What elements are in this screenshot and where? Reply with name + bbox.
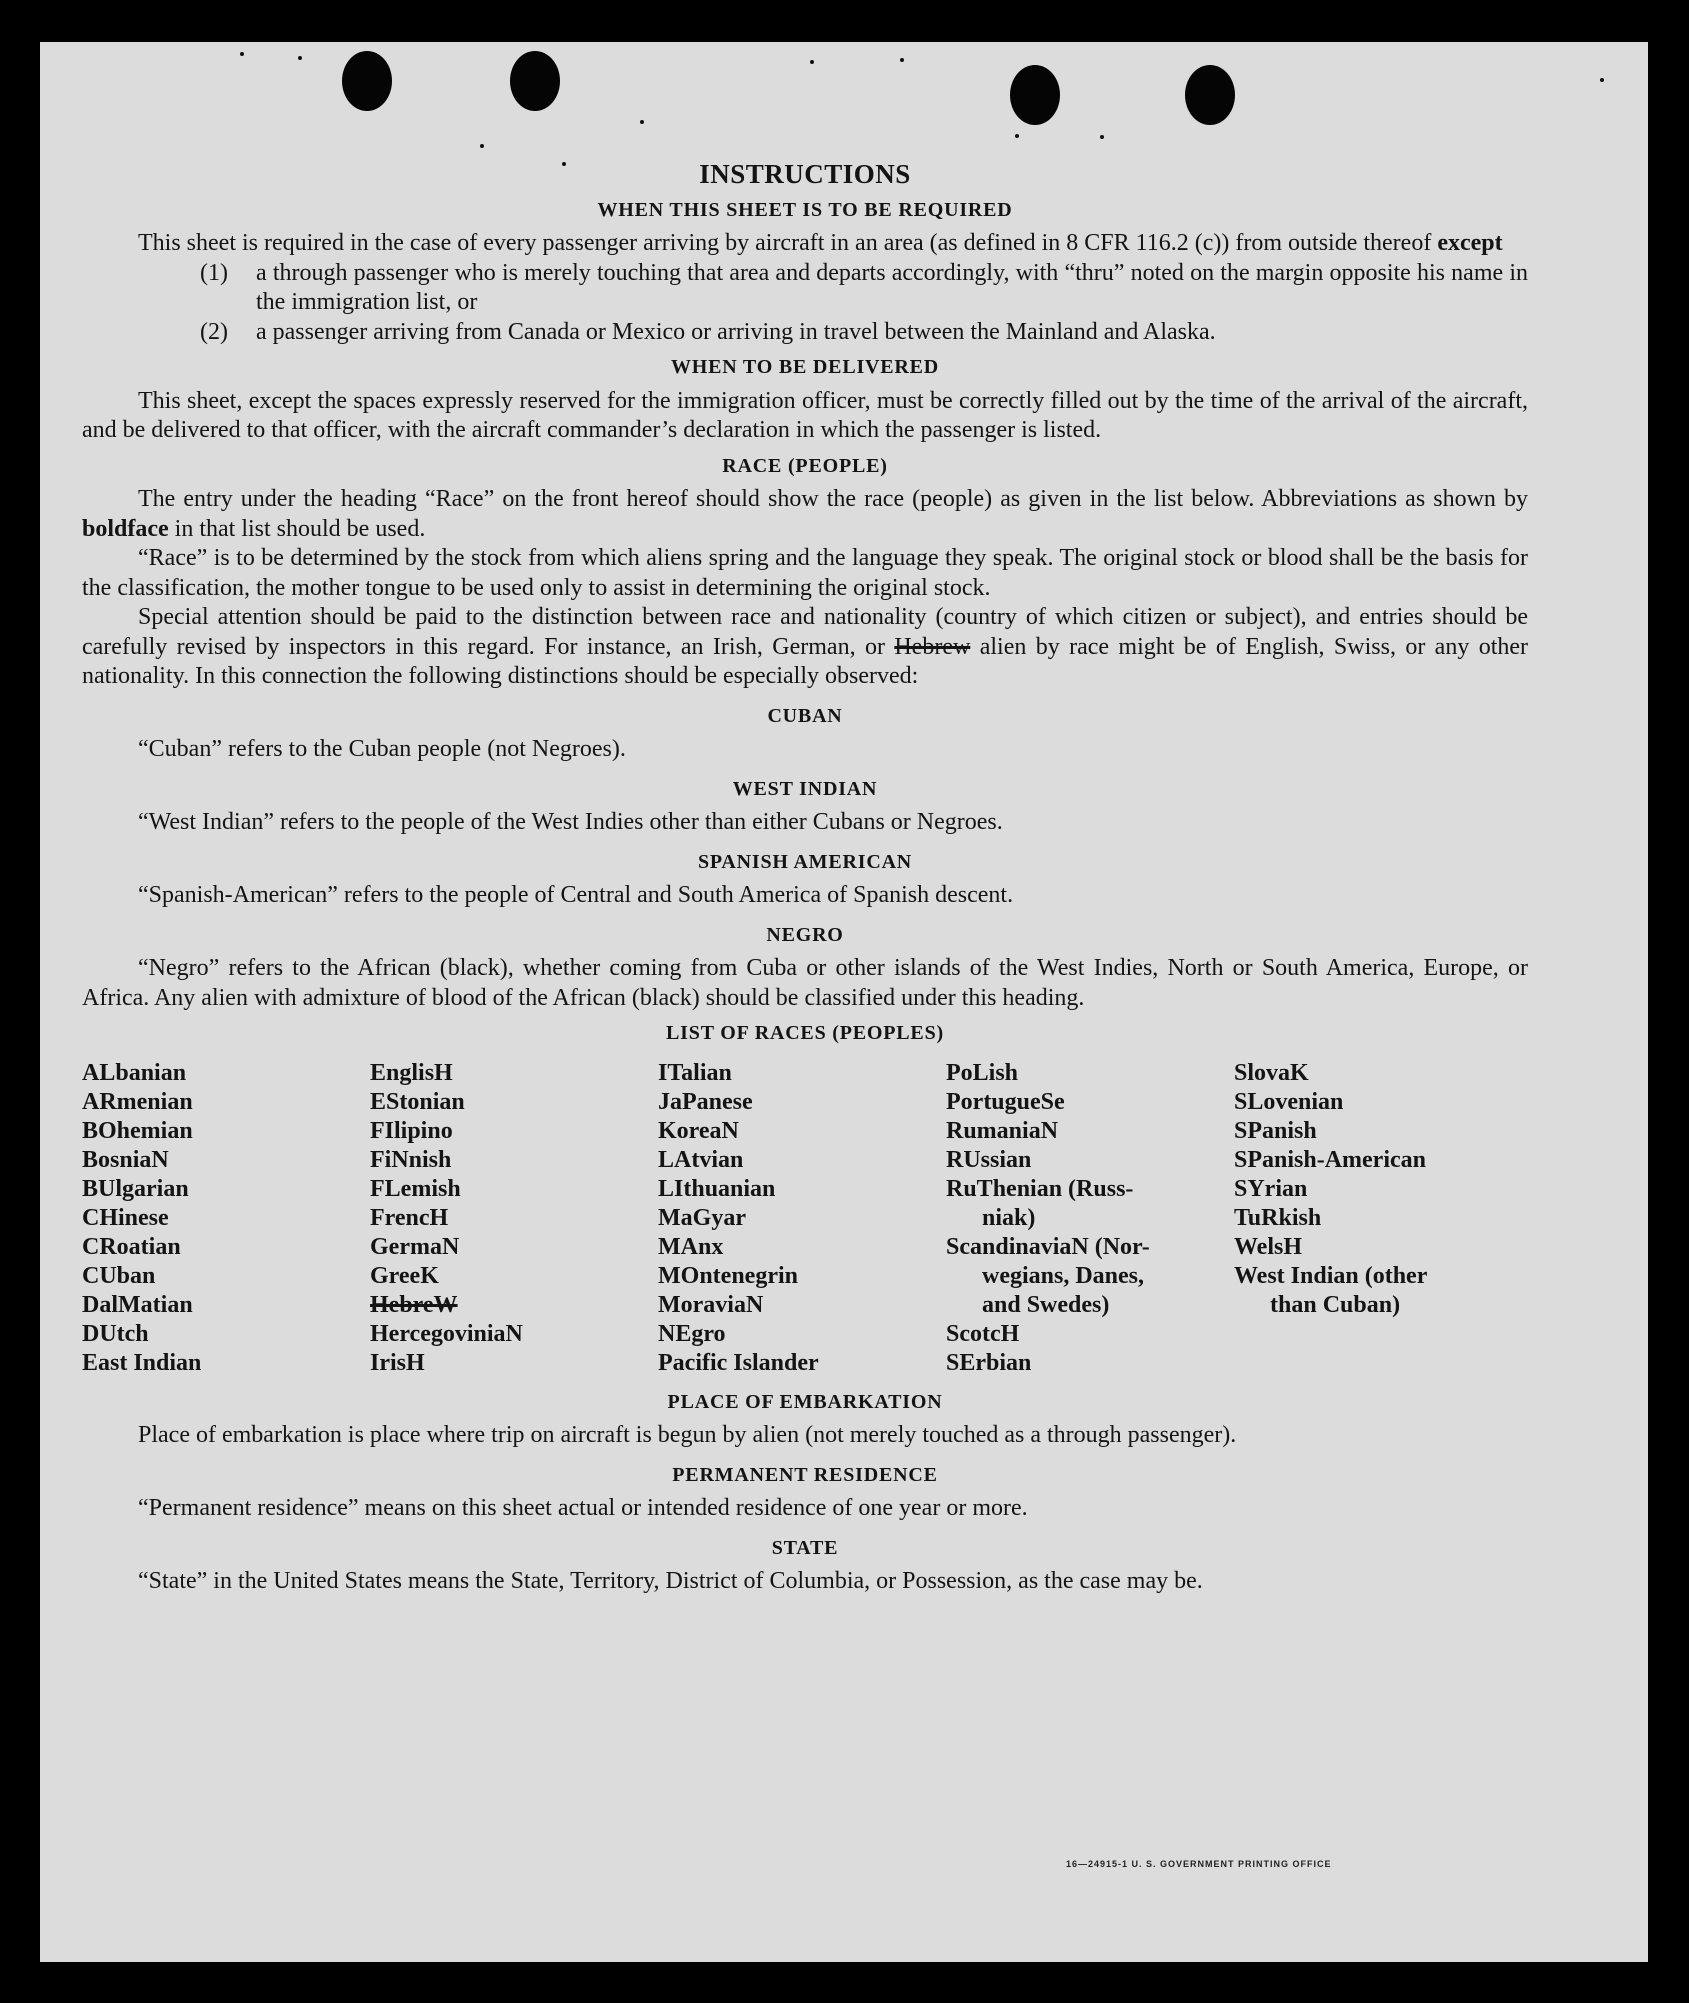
race-entry: EStonian (370, 1088, 465, 1115)
race-entry: BOhemian (82, 1117, 193, 1144)
embarkation-text: Place of embarkation is place where trip on aircraft is begun by alien (not merely touched as a through passenger). (138, 1422, 1237, 1448)
race-entry: FiNnish (370, 1146, 452, 1173)
speck (1100, 135, 1104, 139)
page-title: INSTRUCTIONS (699, 159, 911, 189)
printing-office-footer: 16—24915-1 U. S. GOVERNMENT PRINTING OFFICE (1066, 1859, 1332, 1869)
race-entry: ARmenian (82, 1088, 193, 1115)
race-entry: SlovaK (1234, 1059, 1309, 1086)
speck (240, 52, 244, 56)
race-entry: JaPanese (658, 1088, 753, 1115)
heading-state: STATE (771, 1536, 839, 1559)
race-entry: EnglisH (370, 1059, 453, 1086)
struck-word: Hebrew (894, 633, 971, 660)
race-column-5 (1234, 1059, 1522, 1378)
state-text: “State” in the United States means the State, Territory, District of Columbia, or Possession, as the case may be. (138, 1568, 1203, 1594)
race-entry: SErbian (946, 1349, 1032, 1376)
speck (480, 144, 484, 148)
instructions-body (82, 160, 1528, 1597)
speck (900, 58, 904, 62)
race-entry: DUtch (82, 1320, 149, 1347)
race-entry: PoLish (946, 1059, 1019, 1086)
race-column-4 (946, 1059, 1234, 1378)
race-column-2 (370, 1059, 658, 1378)
race-entry: ScandinaviaN (Nor- (946, 1233, 1150, 1260)
punch-hole (510, 51, 560, 111)
race-entry: ITalian (658, 1059, 732, 1086)
race-entry: Pacific Islander (658, 1349, 819, 1376)
heading-when-delivered: WHEN TO BE DELIVERED (670, 356, 940, 378)
race-entry: BosniaN (82, 1146, 169, 1173)
required-intro-text: This sheet is required in the case of every passenger arriving by aircraft in an area (as defined in 8 CFR 116.2 (c)) from outside thereof (138, 230, 1432, 256)
race-entry: SLovenian (1234, 1088, 1344, 1115)
heading-race: RACE (PEOPLE) (722, 454, 888, 477)
race-p3-text: Special attention should be paid to the distinction between race and nationality (country of which citizen or subject), and entries should be carefully revised by inspectors in this regard. For instance, an Irish, German, or (82, 604, 1528, 660)
exception-item-1 (200, 259, 1528, 318)
heading-spanish-american: SPANISH AMERICAN (697, 850, 913, 873)
heading-negro: NEGRO (766, 923, 844, 946)
race-column-1 (82, 1059, 370, 1378)
race-entry: KoreaN (658, 1117, 739, 1144)
race-paragraph-2: “Race” is to be determined by the stock from which aliens spring and the language they speak. The original stock or blood shall be the basis for the classification, the mother tongue to be used only to assist in determining the original stock. (82, 545, 1528, 601)
race-entry: FLemish (370, 1175, 461, 1202)
race-entry: GermaN (370, 1233, 460, 1260)
heading-west-indian: WEST INDIAN (732, 777, 878, 800)
punch-hole (1185, 65, 1235, 125)
race-entry: SPanish-American (1234, 1146, 1426, 1173)
race-entry: CRoatian (82, 1233, 181, 1260)
race-entry: MOntenegrin (658, 1262, 798, 1289)
cuban-text: “Cuban” refers to the Cuban people (not Negroes). (138, 736, 626, 762)
race-entry: LAtvian (658, 1146, 744, 1173)
race-p1-boldface: boldface (82, 515, 169, 542)
race-paragraph-1 (82, 485, 1528, 544)
race-entry: FIlipino (370, 1117, 453, 1144)
required-intro (82, 229, 1528, 259)
race-entry: ALbanian (82, 1059, 187, 1086)
race-entry: FrencH (370, 1204, 449, 1231)
race-entry: RuThenian (Russ- (946, 1175, 1134, 1202)
race-entry: ScotcH (946, 1320, 1020, 1347)
race-entry: MaGyar (658, 1204, 746, 1231)
negro-text: “Negro” refers to the African (black), whether coming from Cuba or other islands of the West Indies, North or South America, Europe, or Africa. Any alien with admixture of blood of the African (black) should be classified under this heading. (82, 955, 1528, 1011)
race-entry: RUssian (946, 1146, 1032, 1173)
exception-item-2 (200, 318, 1528, 348)
race-entry: TuRkish (1234, 1204, 1322, 1231)
race-entry: MAnx (658, 1233, 724, 1260)
speck (810, 60, 814, 64)
race-entry: MoraviaN (658, 1291, 764, 1318)
exception-number: (1) (200, 259, 228, 286)
spanish-american-text: “Spanish-American” refers to the people of Central and South America of Spanish descent. (138, 882, 1014, 908)
race-entry: RumaniaN (946, 1117, 1059, 1144)
race-entry: IrisH (370, 1349, 425, 1376)
required-intro-except: except (1437, 230, 1503, 256)
race-p1-text: The entry under the heading “Race” on the front hereof should show the race (people) as given in the list below. Abbreviations as shown by (138, 486, 1528, 512)
race-entry: CHinese (82, 1204, 169, 1231)
race-column-3 (658, 1059, 946, 1378)
heading-permanent-residence: PERMANENT RESIDENCE (672, 1463, 938, 1486)
race-entry-continued: wegians, Danes, (982, 1262, 1145, 1289)
exception-text: a through passenger who is merely touching that area and departs accordingly, with “thru” noted on the margin opposite his name in the immigration list, or (256, 259, 1528, 315)
race-entry: PortugueSe (946, 1088, 1065, 1115)
document-sheet (40, 42, 1648, 1962)
race-entry: SPanish (1234, 1117, 1317, 1144)
heading-cuban: CUBAN (767, 704, 843, 727)
race-entry: HercegoviniaN (370, 1320, 523, 1347)
residence-text: “Permanent residence” means on this sheet actual or intended residence of one year or more. (138, 1495, 1028, 1521)
race-entry: West Indian (other (1234, 1262, 1428, 1289)
race-entry: CUban (82, 1262, 156, 1289)
speck (298, 56, 302, 60)
speck (1600, 78, 1604, 82)
race-p3-text-end: alien by race might be of English, Swiss, or any other nationality. In this connection the following distinctions should be especially observed: (82, 633, 1529, 689)
punch-hole (1010, 65, 1060, 125)
heading-embarkation: PLACE OF EMBARKATION (667, 1390, 943, 1413)
delivered-text: This sheet, except the spaces expressly reserved for the immigration officer, must be correctly filled out by the time of the arrival of the aircraft, and be delivered to that officer, with the aircraft commander’s declaration in which the passenger is listed. (82, 387, 1528, 443)
speck (1015, 134, 1019, 138)
west-indian-text: “West Indian” refers to the people of the West Indies other than either Cubans or Negroes. (138, 809, 1003, 835)
race-entry: NEgro (658, 1320, 726, 1347)
exception-text: a passenger arriving from Canada or Mexico or arriving in travel between the Mainland and Alaska. (256, 318, 1216, 345)
race-entry-continued: niak) (982, 1204, 1036, 1231)
race-entry: GreeK (370, 1262, 439, 1289)
heading-when-required: WHEN THIS SHEET IS TO BE REQUIRED (597, 198, 1013, 221)
punch-hole (342, 51, 392, 111)
race-entry: East Indian (82, 1349, 202, 1376)
race-p1-text-end: in that list should be used. (174, 515, 426, 542)
race-list (82, 1059, 1528, 1378)
exception-number: (2) (200, 318, 228, 345)
race-entry: DalMatian (82, 1291, 193, 1318)
speck (640, 120, 644, 124)
race-paragraph-3 (82, 603, 1528, 692)
race-entry: LIthuanian (658, 1175, 776, 1202)
race-entry-continued: than Cuban) (1270, 1291, 1401, 1318)
race-entry-struck: HebreW (370, 1291, 458, 1318)
race-entry: SYrian (1234, 1175, 1308, 1202)
race-entry: BUlgarian (82, 1175, 189, 1202)
race-entry-continued: and Swedes) (982, 1291, 1110, 1318)
race-entry: WelsH (1234, 1233, 1303, 1260)
heading-list-of-races: LIST OF RACES (PEOPLES) (666, 1022, 944, 1044)
